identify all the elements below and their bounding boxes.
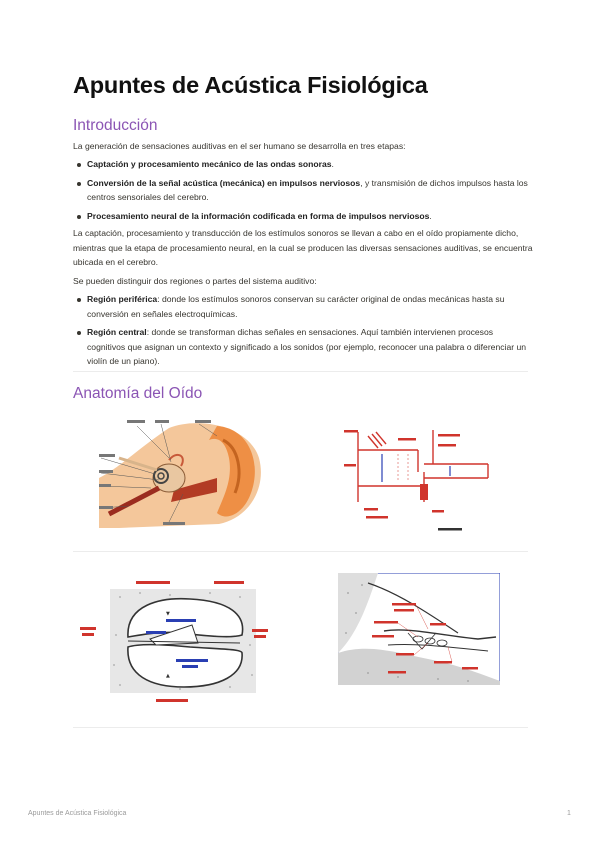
divider — [73, 727, 528, 728]
list-item: Procesamiento neural de la información codificada en forma de impulsos nerviosos. — [73, 209, 533, 224]
stages-list — [73, 157, 533, 227]
list-item: Región periférica: donde los estímulos sonoros conservan su carácter original de ondas mecánicas hasta su conversión en señales electroquímicas. — [73, 292, 533, 321]
anatomy-heading: Anatomía del Oído — [73, 385, 203, 402]
divider — [73, 551, 528, 552]
page-title: Apuntes de Acústica Fisiológica — [73, 72, 428, 98]
svg-text:▲: ▲ — [166, 673, 170, 679]
cochlea-cross-section-diagram — [80, 575, 270, 710]
page-number: 1 — [567, 810, 571, 817]
divider — [73, 371, 528, 372]
intro-paragraph-3: Se pueden distinguir dos regiones o partes del sistema auditivo: — [73, 276, 317, 286]
svg-text:▼: ▼ — [166, 611, 170, 617]
intro-paragraph-2: La captación, procesamiento y transducción de los estímulos sonoros se llevan a cabo en el oído propiamente dicho, mientras que la etapa de procesamiento neural, en la cual se producen las diversas sensaciones auditivas, se encuentra ubicada en el cerebro. — [73, 228, 533, 267]
list-item: Conversión de la señal acústica (mecánica) en impulsos nerviosos, y transmisión de dichos impulsos hasta los centros sensoriales del cerebro. — [73, 176, 533, 205]
regions-list — [73, 292, 533, 373]
intro-heading: Introducción — [73, 117, 158, 134]
intro-lead: La generación de sensaciones auditivas en el ser humano se desarrolla en tres etapas: — [73, 141, 406, 151]
organ-of-corti-diagram — [338, 573, 500, 685]
footer-title: Apuntes de Acústica Fisiológica — [28, 810, 127, 817]
list-item: Región central: donde se transforman dichas señales en sensaciones. Aquí también intervienen procesos cognitivos que asignan un contexto y significado a los sonidos (por ejemplo, reconocer una palabra o diferenciar un violín de un piano). — [73, 325, 533, 369]
ear-anatomy-image — [99, 418, 264, 528]
list-item: Captación y procesamiento mecánico de las ondas sonoras. — [73, 157, 533, 172]
ear-schematic-diagram — [338, 424, 498, 536]
